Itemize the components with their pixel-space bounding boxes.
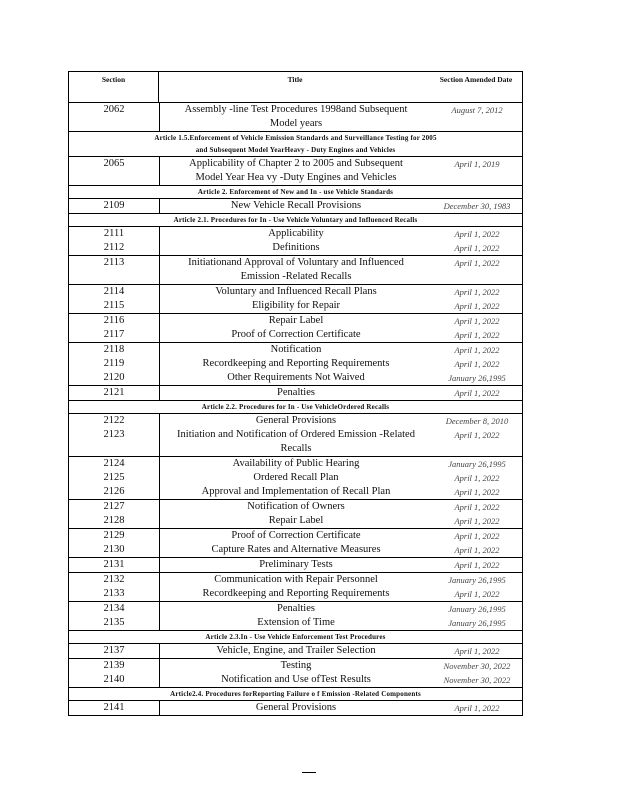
table-row [69,117,522,132]
section-title: Model years [269,118,323,129]
section-title: Capture Rates and Alternative Measures [211,544,381,555]
amended-date: April 1, 2019 [454,159,500,169]
table-row [69,558,522,573]
section-title: Vehicle, Engine, and Trailer Selection [216,645,376,656]
section-title: Penalties [277,387,315,398]
table-row [69,328,522,343]
section-title: Applicability [268,228,324,239]
section-title: General Provisions [255,702,337,713]
amended-date: April 1, 2022 [454,316,500,326]
table-row [69,256,522,270]
table-row [69,299,522,314]
section-title: New Vehicle Recall Provisions [230,200,362,211]
amended-date: December 30, 1983 [443,201,511,211]
table-row [69,227,522,241]
section-title: Proof of Correction Certificate [231,530,361,541]
section-number: 2129 [69,529,160,543]
table-row [69,457,522,471]
amended-date: April 1, 2022 [454,560,500,570]
amended-date: April 1, 2022 [454,531,500,541]
header-amended-date: Section Amended Date [439,75,513,84]
amended-date: November 30, 2022 [443,661,511,671]
section-number: 2140 [69,673,160,687]
section-title: Recordkeeping and Reporting Requirements [202,588,390,599]
amended-date: April 1, 2022 [454,430,500,440]
section-number: 2127 [69,500,160,514]
amended-date: January 26,1995 [448,618,506,628]
amended-date: April 1, 2022 [454,330,500,340]
table-row [69,157,522,171]
section-title: Recordkeeping and Reporting Requirements [202,358,390,369]
amended-date: April 1, 2022 [454,287,500,297]
section-title: Voluntary and Influenced Recall Plans [215,286,377,297]
amended-date: April 1, 2022 [454,589,500,599]
table-row [69,616,522,631]
section-title: Preliminary Tests [259,559,333,570]
article-heading: and Subsequent Model YearHeavy - Duty Engines and Vehicles [69,144,522,157]
table-row [69,587,522,602]
amended-date: August 7, 2012 [451,105,503,115]
table-row [69,103,522,117]
table-row [69,442,522,457]
section-number: 2139 [69,659,160,673]
table-row [69,673,522,688]
section-title: Definitions [272,242,320,253]
amended-date: January 26,1995 [448,459,506,469]
amended-date [432,442,522,456]
amended-date: January 26,1995 [448,373,506,383]
table-body [69,103,522,715]
amended-date: April 1, 2022 [454,359,500,369]
section-number [69,442,160,456]
amended-date: April 1, 2022 [454,473,500,483]
section-title: Recalls [280,443,312,454]
section-number [69,117,160,131]
table-row [69,659,522,673]
section-number: 2119 [69,357,160,371]
section-number: 2116 [69,314,160,328]
table-row [69,314,522,328]
section-number: 2109 [69,199,160,213]
section-number: 2141 [69,701,160,715]
amended-date: April 1, 2022 [454,703,500,713]
section-title: Communication with Repair Personnel [214,574,378,585]
article-heading: Article 2. Enforcement of New and In - use Vehicle Standards [69,186,522,199]
table-row [69,644,522,659]
amended-date: April 1, 2022 [454,229,500,239]
section-number: 2112 [69,241,160,255]
amended-date [432,171,522,185]
table-row [69,270,522,285]
table-row [69,357,522,371]
section-title: Repair Label [268,515,324,526]
section-title: Notification and Use ofTest Results [221,674,371,685]
amended-date: April 1, 2022 [454,516,500,526]
section-title: Model Year Hea vy -Duty Engines and Vehicles [195,172,397,183]
article-heading: Article2.4. Procedures forReporting Failure o f Emission -Related Components [69,688,522,701]
table-row [69,471,522,485]
section-title: Other Requirements Not Waived [227,372,365,383]
section-title: Ordered Recall Plan [253,472,339,483]
amended-date: January 26,1995 [448,575,506,585]
table-header [69,72,522,103]
amended-date: April 1, 2022 [454,502,500,512]
section-number: 2133 [69,587,160,601]
section-number: 2117 [69,328,160,342]
sections-table [68,71,523,716]
section-title: Initiationand Approval of Voluntary and Influenced [188,257,404,268]
section-number: 2124 [69,457,160,471]
section-title: General Provisions [255,415,337,426]
section-title: Eligibility for Repair [251,300,341,311]
header-section: Section [69,72,159,102]
section-number: 2118 [69,343,160,357]
table-row [69,414,522,428]
section-title: Availability of Public Hearing [232,458,360,469]
section-title: Testing [280,660,312,671]
section-number: 2120 [69,371,160,385]
table-row [69,485,522,500]
amended-date [432,270,522,284]
section-number: 2115 [69,299,160,313]
amended-date: April 1, 2022 [454,487,500,497]
section-title: Approval and Implementation of Recall Plan [201,486,391,497]
table-row [69,428,522,442]
section-title: Extension of Time [257,617,335,628]
amended-date: December 8, 2010 [445,416,509,426]
section-number: 2134 [69,602,160,616]
table-row [69,573,522,587]
section-number: 2121 [69,386,160,400]
section-number: 2114 [69,285,160,299]
section-number: 2135 [69,616,160,630]
table-row [69,543,522,558]
table-row [69,343,522,357]
section-title: Repair Label [268,315,324,326]
section-number [69,171,160,185]
amended-date: April 1, 2022 [454,243,500,253]
table-row [69,500,522,514]
section-title: Applicability of Chapter 2 to 2005 and Subsequent [189,158,403,169]
table-row [69,171,522,186]
table-row [69,701,522,715]
section-number: 2130 [69,543,160,557]
table-row [69,529,522,543]
section-title: Proof of Correction Certificate [231,329,361,340]
section-title: Initiation and Notification of Ordered Emission -Related [177,429,415,440]
section-number [69,270,160,284]
article-heading: Article 2.3.In - Use Vehicle Enforcement Test Procedures [69,631,522,644]
section-number: 2125 [69,471,160,485]
section-title: Penalties [277,603,315,614]
table-row [69,514,522,529]
amended-date: January 26,1995 [448,604,506,614]
table-row [69,602,522,616]
table-row [69,241,522,256]
amended-date: April 1, 2022 [454,646,500,656]
section-number: 2131 [69,558,160,572]
section-number: 2065 [69,157,160,171]
section-number: 2128 [69,514,160,528]
section-number: 2122 [69,414,160,428]
section-number: 2137 [69,644,160,658]
table-row [69,199,522,214]
section-title: Assembly -line Test Procedures 1998and Subsequent [184,104,408,115]
section-number: 2126 [69,485,160,499]
amended-date: April 1, 2022 [454,345,500,355]
section-title: Emission -Related Recalls [240,271,352,282]
header-title: Title [287,75,303,84]
table-row [69,386,522,401]
amended-date: April 1, 2022 [454,301,500,311]
section-number: 2062 [69,103,160,117]
table-row [69,371,522,386]
section-number: 2132 [69,573,160,587]
section-title: Notification of Owners [247,501,345,512]
section-number: 2111 [69,227,160,241]
section-number: 2113 [69,256,160,270]
amended-date: April 1, 2022 [454,545,500,555]
amended-date: November 30, 2022 [443,675,511,685]
table-row [69,285,522,299]
footer-rule [302,772,316,773]
section-title: Notification [270,344,322,355]
amended-date: April 1, 2022 [454,258,500,268]
article-heading: Article 2.1. Procedures for In - Use Vehicle Voluntary and Influenced Recalls [69,214,522,227]
amended-date [432,117,522,131]
section-number: 2123 [69,428,160,442]
article-heading: Article 1.5.Enforcement of Vehicle Emission Standards and Surveillance Testing for 2005 [154,134,437,142]
amended-date: April 1, 2022 [454,388,500,398]
article-heading: Article 2.2. Procedures for In - Use VehicleOrdered Recalls [69,401,522,414]
